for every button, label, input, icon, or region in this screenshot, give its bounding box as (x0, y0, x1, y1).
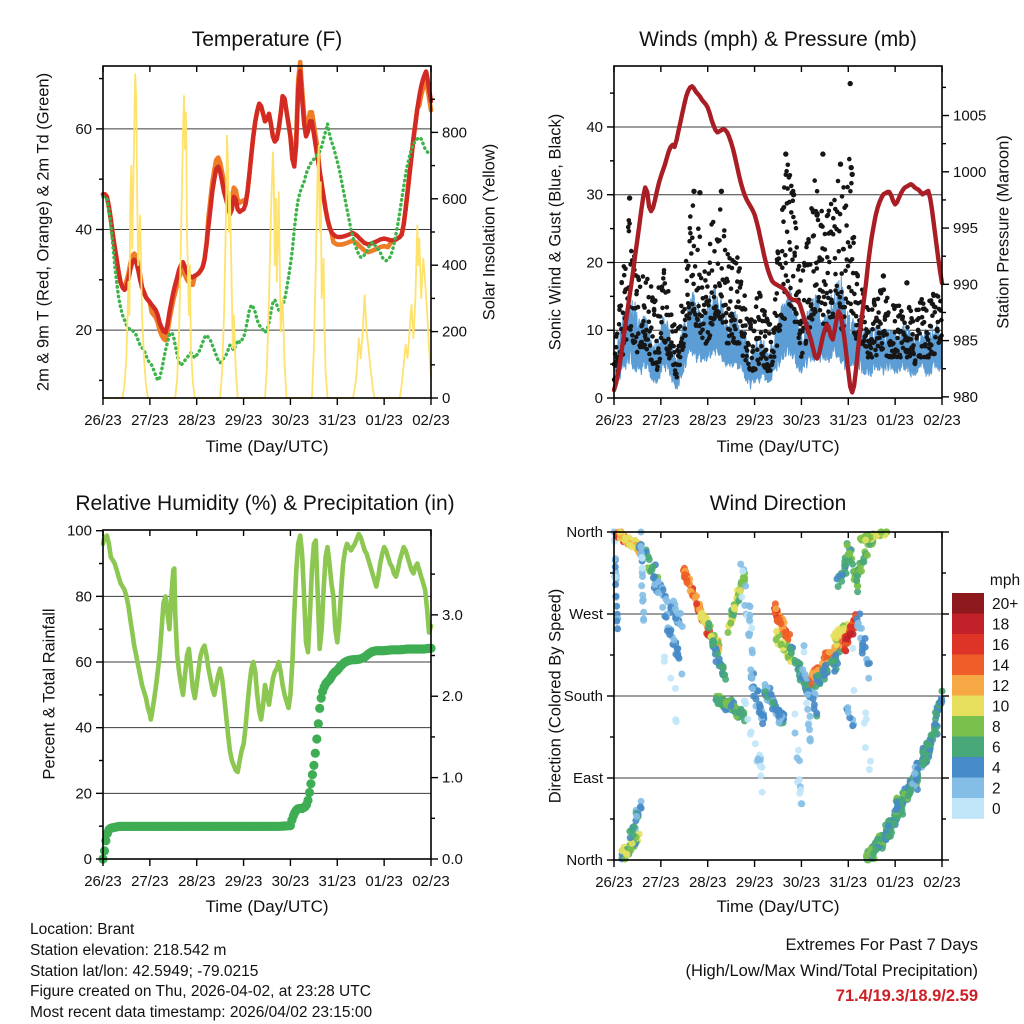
wind-direction-dot (612, 581, 619, 588)
xaxis-label-humidity: Time (Day/UTC) (205, 897, 329, 916)
y-tick-label: 1005 (953, 107, 987, 125)
wind-direction-dot (874, 836, 881, 843)
colorbar-label: 14 (992, 657, 1010, 675)
wind-direction-dot (913, 776, 920, 783)
x-tick-label: 26/23 (84, 873, 122, 890)
y-tick-label: 1.0 (442, 769, 463, 787)
wind-direction-dot (628, 543, 635, 550)
wind-direction-dot (796, 776, 803, 783)
colorbar-label: 8 (992, 718, 1001, 736)
wind-direction-dot (797, 786, 804, 793)
extremes-subheading: (High/Low/Max Wind/Total Precipitation) (685, 961, 978, 980)
direction-tick-label: South (563, 688, 603, 705)
yaxis-label-wind-left: Sonic Wind & Gust (Blue, Black) (546, 113, 565, 351)
y-tick-label: 30 (586, 186, 603, 204)
wind-direction-dot (792, 660, 799, 667)
wind-direction-dot (612, 563, 619, 570)
wind-direction-dot (693, 600, 700, 607)
wind-direction-dot (801, 642, 808, 649)
wind-direction-dot (862, 537, 869, 544)
wind-direction-dot (640, 596, 647, 603)
yaxis-label-pressure-right: Station Pressure (Maroon) (994, 135, 1013, 329)
x-tick-label: 02/23 (412, 873, 450, 890)
wind-direction-dot (759, 789, 766, 796)
direction-tick-label: East (572, 770, 603, 787)
x-tick-label: 26/23 (84, 412, 122, 429)
wind-direction-dot (849, 561, 856, 568)
colorbar-band (952, 593, 984, 614)
wind-direction-dot (798, 800, 805, 807)
colorbar-label: 18 (992, 616, 1010, 634)
wind-direction-dot (863, 853, 870, 860)
wind-direction-dot (709, 642, 716, 649)
y-tick-label: 2.0 (442, 688, 463, 706)
x-tick-label: 27/23 (131, 412, 169, 429)
colorbar-band (952, 716, 984, 737)
wind-direction-dot (891, 820, 898, 827)
wind-direction-dot (862, 744, 869, 751)
panel-title-winds: Winds (mph) & Pressure (mb) (639, 28, 917, 51)
yaxis-label-humidity-left: Percent & Total Rainfall (40, 608, 59, 780)
wind-direction-dot (757, 763, 764, 770)
xaxis-label-temperature: Time (Day/UTC) (205, 437, 329, 456)
x-tick-label: 01/23 (365, 873, 403, 890)
wind-direction-dot (777, 620, 784, 627)
wind-direction-dot (639, 554, 646, 561)
wind-direction-dot (919, 749, 926, 756)
x-tick-label: 27/23 (642, 412, 680, 429)
wind-direction-dot (932, 721, 939, 728)
xaxis-label-direction: Time (Day/UTC) (716, 897, 840, 916)
y-tick-label: 20 (586, 254, 603, 272)
wind-direction-dot (639, 565, 646, 572)
station-latlon: Station lat/lon: 42.5949; -79.0215 (30, 962, 259, 980)
extremes-block (685, 933, 978, 1010)
x-tick-label: 27/23 (642, 874, 680, 891)
colorbar-label: 12 (992, 677, 1010, 695)
wind-direction-dot (746, 612, 753, 619)
y-tick-label: 600 (442, 190, 468, 208)
y-tick-label: 985 (953, 332, 979, 350)
colorbar-band (952, 737, 984, 758)
panel-title-direction: Wind Direction (709, 492, 847, 515)
colorbar-band (952, 798, 984, 819)
wind-direction-dot (752, 740, 759, 747)
wind-direction-dot (741, 602, 748, 609)
wind-direction-dot (633, 813, 640, 820)
wind-direction-dot (744, 716, 751, 723)
wind-direction-dot (742, 583, 749, 590)
colorbar-band (952, 757, 984, 778)
colorbar-label: 16 (992, 636, 1010, 654)
wind-direction-dot (856, 610, 863, 617)
wind-direction-dot (804, 706, 811, 713)
wind-direction-dot (872, 846, 879, 853)
wind-direction-dot (739, 568, 746, 575)
wind-direction-dot (845, 709, 852, 716)
colorbar-band (952, 696, 984, 717)
x-tick-label: 29/23 (224, 873, 263, 890)
wind-direction-dot (864, 660, 871, 667)
y-tick-label: 980 (953, 388, 979, 406)
wind-direction-dot (831, 668, 838, 675)
wind-direction-dot (667, 627, 674, 634)
y-tick-label: 60 (75, 654, 92, 672)
station-location: Location: Brant (30, 921, 135, 938)
colorbar-label: 0 (992, 800, 1001, 818)
y-tick-label: 0 (594, 390, 603, 407)
wind-direction-dot (884, 833, 891, 840)
x-tick-label: 30/23 (782, 874, 821, 891)
wind-direction-dot (684, 579, 691, 586)
wind-direction-dot (807, 735, 814, 742)
wind-direction-dot (637, 543, 644, 550)
yaxis-label-direction-left: Direction (Colored By Speed) (546, 588, 565, 804)
wind-direction-dot (844, 542, 851, 549)
wind-direction-dot (782, 632, 789, 639)
wind-direction-dot (670, 637, 677, 644)
wind-direction-dot (678, 671, 685, 678)
wind-direction-dot (661, 613, 668, 620)
wind-direction-dot (713, 695, 720, 702)
colorbar-label: 4 (992, 759, 1001, 777)
wind-direction-dot (861, 720, 868, 727)
wind-direction-dot (714, 651, 721, 658)
wind-direction-dot (807, 713, 814, 720)
wind-direction-dot (624, 851, 631, 858)
y-tick-label: 0 (83, 851, 92, 868)
wind-direction-dot (805, 721, 812, 728)
colorbar-label: 10 (992, 698, 1010, 716)
extremes-heading: Extremes For Past 7 Days (785, 936, 978, 954)
y-tick-label: 100 (66, 522, 92, 540)
y-tick-label: 995 (953, 220, 979, 238)
wind-direction-dot (933, 710, 940, 717)
wind-direction-dot (859, 558, 866, 565)
colorbar-label: 20+ (992, 595, 1019, 613)
x-tick-label: 31/23 (829, 412, 868, 429)
y-tick-label: 20 (75, 785, 92, 803)
wind-direction-dot (679, 623, 686, 630)
wind-direction-dot (747, 731, 754, 738)
most-recent-data-timestamp: Most recent data timestamp: 2026/04/02 23:15:00 (30, 1004, 373, 1022)
y-tick-label: 80 (75, 588, 92, 606)
y-tick-label: 1000 (953, 163, 987, 181)
wind-direction-dot (670, 598, 677, 605)
x-tick-label: 26/23 (595, 412, 633, 429)
wind-direction-dot (801, 649, 808, 656)
wind-direction-dot (747, 666, 754, 673)
wind-direction-dot (811, 705, 818, 712)
y-tick-label: 0 (442, 390, 451, 407)
yaxis-label-temperature-left: 2m & 9m T (Red, Orange) & 2m Td (Green) (34, 72, 53, 392)
wind-direction-dot (772, 605, 779, 612)
station-info-block (30, 920, 372, 1024)
x-tick-label: 27/23 (131, 873, 169, 890)
wind-direction-dot (794, 754, 801, 761)
wind-direction-dot (768, 691, 775, 698)
wind-direction-dot (640, 616, 647, 623)
wind-direction-dot (778, 641, 785, 648)
x-tick-label: 28/23 (688, 874, 727, 891)
wind-direction-dot (838, 578, 845, 585)
direction-tick-label: North (566, 524, 603, 541)
wind-direction-dot (749, 647, 756, 654)
x-tick-label: 31/23 (318, 873, 357, 890)
wind-direction-dot (614, 625, 621, 632)
wind-direction-dot (787, 645, 794, 652)
wind-direction-dot (894, 804, 901, 811)
wind-direction-dot (867, 758, 874, 765)
x-tick-label: 30/23 (271, 412, 310, 429)
y-tick-label: 40 (586, 118, 603, 136)
wind-direction-dot (759, 720, 766, 727)
wind-direction-dot (639, 573, 646, 580)
wind-direction-dot (745, 631, 752, 638)
wind-direction-dot (815, 672, 822, 679)
x-tick-label: 29/23 (224, 412, 263, 429)
wind-direction-dot (728, 703, 735, 710)
wind-direction-dot (841, 646, 848, 653)
wind-direction-dot (849, 645, 856, 652)
wind-direction-dot (849, 722, 856, 729)
wind-direction-dot (637, 803, 644, 810)
wind-direction-dot (899, 797, 906, 804)
wind-direction-dot (748, 673, 755, 680)
x-tick-label: 31/23 (829, 874, 868, 891)
wind-direction-dot (792, 711, 799, 718)
y-tick-label: 400 (442, 257, 468, 275)
wind-direction-dot (792, 730, 799, 737)
wind-direction-dot (737, 587, 744, 594)
wind-direction-dot (885, 823, 892, 830)
wind-direction-dot (920, 757, 927, 764)
y-tick-label: 200 (442, 323, 468, 341)
wind-direction-dot (862, 644, 869, 651)
wind-direction-dot (866, 766, 873, 773)
wind-direction-dot (795, 747, 802, 754)
colorbar-title: mph (989, 572, 1021, 589)
colorbar-band (952, 634, 984, 655)
x-tick-label: 30/23 (782, 412, 821, 429)
wind-direction-dot (835, 631, 842, 638)
wind-direction-dot (667, 675, 674, 682)
wind-direction-dot (661, 658, 668, 665)
direction-tick-label: North (566, 852, 603, 869)
y-tick-label: 60 (75, 120, 92, 138)
x-tick-label: 29/23 (735, 874, 774, 891)
wind-direction-dot (804, 691, 811, 698)
wind-direction-dot (759, 712, 766, 719)
y-tick-label: 20 (75, 322, 92, 340)
wind-direction-dot (673, 718, 680, 725)
wind-direction-dot (622, 536, 629, 543)
wind-direction-dot (862, 709, 869, 716)
wind-direction-dot (741, 698, 748, 705)
wind-direction-dot (725, 629, 732, 636)
wind-direction-dot (640, 609, 647, 616)
wind-direction-dot (692, 594, 699, 601)
wind-direction-dot (864, 552, 871, 559)
extremes-values: 71.4/19.3/18.9/2.59 (835, 987, 978, 1005)
wind-direction-dot (649, 566, 656, 573)
y-tick-label: 990 (953, 276, 979, 294)
x-tick-label: 26/23 (595, 874, 633, 891)
wind-direction-dot (757, 772, 764, 779)
xaxis-label-winds: Time (Day/UTC) (716, 437, 840, 456)
wind-direction-dot (663, 596, 670, 603)
y-tick-label: 10 (586, 322, 603, 340)
wind-direction-dot (705, 620, 712, 627)
wind-direction-dot (718, 663, 725, 670)
x-tick-label: 31/23 (318, 412, 357, 429)
direction-tick-label: West (569, 606, 603, 623)
x-tick-label: 02/23 (412, 412, 450, 429)
figure-created-timestamp: Figure created on Thu, 2026-04-02, at 23:28 UTC (30, 983, 371, 1001)
wind-direction-dot (738, 594, 745, 601)
y-tick-label: 0.0 (442, 851, 463, 868)
wind-direction-dot (755, 755, 762, 762)
colorbar-band (952, 655, 984, 676)
y-tick-label: 3.0 (442, 606, 463, 624)
wind-direction-dot (843, 635, 850, 642)
x-tick-label: 28/23 (688, 412, 727, 429)
wind-direction-dot (612, 573, 619, 580)
wind-direction-dot (631, 823, 638, 830)
y-tick-label: 40 (75, 221, 92, 239)
colorbar-label: 2 (992, 780, 1001, 798)
wind-direction-dot (651, 573, 658, 580)
wind-direction-dot (748, 625, 755, 632)
colorbar-band (952, 675, 984, 696)
wind-direction-dot (749, 685, 756, 692)
wind-direction-dot (826, 649, 833, 656)
wind-direction-dot (753, 696, 760, 703)
wind-direction-dot (672, 685, 679, 692)
wind-direction-dot (672, 605, 679, 612)
x-tick-label: 30/23 (271, 873, 310, 890)
station-elevation: Station elevation: 218.542 m (30, 941, 227, 959)
y-tick-label: 800 (442, 124, 468, 142)
wind-direction-dot (659, 604, 666, 611)
wind-direction-dot (854, 621, 861, 628)
panel-title-humidity: Relative Humidity (%) & Precipitation (in) (75, 492, 455, 515)
wind-direction-dot (865, 675, 872, 682)
wind-direction-dot (638, 582, 645, 589)
x-tick-label: 01/23 (876, 412, 914, 429)
x-tick-label: 01/23 (876, 874, 914, 891)
wind-direction-dot (803, 700, 810, 707)
wind-direction-dot (727, 620, 734, 627)
wind-direction-dot (731, 605, 738, 612)
wind-direction-dot (821, 672, 828, 679)
colorbar-band (952, 778, 984, 799)
wind-direction-dot (612, 555, 619, 562)
y-tick-label: 40 (75, 719, 92, 737)
colorbar-band (952, 614, 984, 635)
wind-direction-dot (773, 628, 780, 635)
wind-direction-dot (850, 687, 857, 694)
x-tick-label: 28/23 (177, 873, 216, 890)
wind-direction-dot (681, 571, 688, 578)
x-tick-label: 01/23 (365, 412, 403, 429)
colorbar-label: 6 (992, 739, 1001, 757)
yaxis-label-solar-right: Solar Insolation (Yellow) (480, 143, 499, 321)
panel-title-temperature: Temperature (F) (191, 28, 343, 51)
x-tick-label: 02/23 (923, 412, 961, 429)
wind-direction-dot (655, 589, 662, 596)
wind-direction-dot (769, 699, 776, 706)
wind-direction-dot (672, 651, 679, 658)
x-tick-label: 29/23 (735, 412, 774, 429)
x-tick-label: 02/23 (923, 874, 961, 891)
wind-direction-dot (841, 562, 848, 569)
wind-direction-dot (911, 770, 918, 777)
wind-direction-dot (925, 742, 932, 749)
wind-direction-dot (722, 676, 729, 683)
wind-direction-dot (832, 657, 839, 664)
wind-direction-dot (737, 561, 744, 568)
wind-direction-dot (862, 635, 869, 642)
wind-direction-dot (847, 624, 854, 631)
x-tick-label: 28/23 (177, 412, 216, 429)
wind-direction-dot (776, 707, 783, 714)
wind-direction-dot (846, 551, 853, 558)
